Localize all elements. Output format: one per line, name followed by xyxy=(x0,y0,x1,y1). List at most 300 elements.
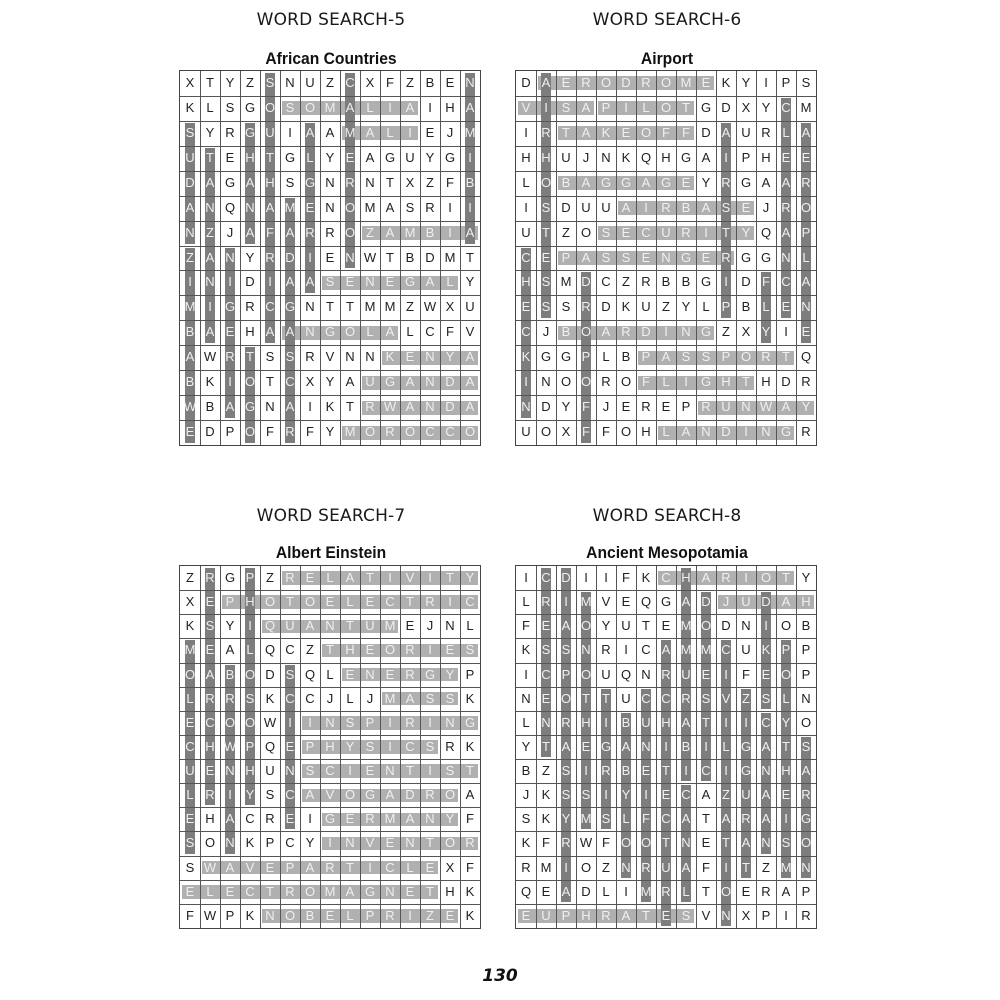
grid-cell: S xyxy=(285,349,295,365)
grid-cell: N xyxy=(541,714,551,730)
grid-cell: E xyxy=(185,714,195,730)
grid-cell: E xyxy=(305,570,315,585)
grid-cell: K xyxy=(541,787,551,803)
grid-cell: H xyxy=(205,811,215,827)
grid-cell: S xyxy=(581,787,591,803)
grid-cell: G xyxy=(224,174,236,190)
grid-cell: C xyxy=(285,690,295,706)
grid-cell: H xyxy=(245,763,255,779)
grid-cell: E xyxy=(345,666,355,682)
grid-cell: I xyxy=(784,907,788,923)
grid-cell: Y xyxy=(681,299,691,315)
grid-cell: B xyxy=(681,274,691,290)
grid-cell: A xyxy=(405,374,415,390)
grid-cell: A xyxy=(405,399,415,415)
grid-cell: B xyxy=(465,174,475,190)
grid-cell: A xyxy=(345,99,355,115)
grid-cell: A xyxy=(365,149,375,165)
grid-cell: C xyxy=(425,324,435,340)
grid-cell: O xyxy=(244,374,256,390)
grid-cell: N xyxy=(801,299,811,315)
grid-cell: A xyxy=(225,399,235,415)
grid-cell: M xyxy=(364,199,376,215)
grid-cell: E xyxy=(621,124,631,140)
grid-cell: K xyxy=(385,349,395,365)
grid-cell: U xyxy=(661,224,671,240)
grid-cell: N xyxy=(225,835,235,851)
grid-cell: R xyxy=(325,224,335,240)
grid-cell: O xyxy=(264,99,276,115)
grid-cell: E xyxy=(701,835,711,851)
grid-cell: N xyxy=(345,249,355,265)
grid-cell: I xyxy=(468,199,472,215)
grid-cell: F xyxy=(542,835,550,851)
grid-cell: I xyxy=(564,859,568,875)
grid-cell: S xyxy=(781,835,791,851)
grid-cell: A xyxy=(245,174,255,190)
grid-cell: V xyxy=(701,907,711,923)
grid-cell: N xyxy=(345,835,355,851)
grid-cell: N xyxy=(661,249,671,265)
grid-cell: C xyxy=(521,249,531,265)
grid-cell: R xyxy=(761,124,771,140)
grid-cell: U xyxy=(265,124,275,140)
grid-cell: L xyxy=(702,299,710,315)
grid-cell: K xyxy=(185,618,195,634)
grid-cell: O xyxy=(184,666,196,682)
grid-cell: I xyxy=(428,99,432,115)
grid-cell: R xyxy=(325,859,335,875)
grid-cell: C xyxy=(721,642,731,658)
grid-cell: J xyxy=(522,787,530,803)
grid-cell: Q xyxy=(304,666,316,682)
grid-cell: Z xyxy=(722,324,730,340)
grid-cell: O xyxy=(780,618,792,634)
grid-cell: S xyxy=(185,859,195,875)
grid-cell: X xyxy=(741,99,751,115)
grid-cell: R xyxy=(641,274,651,290)
grid-cell: L xyxy=(762,299,770,315)
grid-cell: E xyxy=(781,299,791,315)
grid-cell: W xyxy=(203,907,217,923)
grid-cell: G xyxy=(284,299,296,315)
puzzle-title: Airport xyxy=(640,49,694,68)
grid-cell: N xyxy=(205,199,215,215)
grid-cell: B xyxy=(425,75,435,90)
grid-cell: G xyxy=(780,424,792,440)
grid-cell: O xyxy=(404,424,416,440)
grid-cell: A xyxy=(465,399,475,415)
grid-cell: R xyxy=(225,690,235,706)
grid-cell: A xyxy=(405,99,415,115)
grid-cell: Y xyxy=(761,324,771,340)
grid-cell: A xyxy=(265,324,275,340)
grid-cell: T xyxy=(266,883,274,899)
grid-cell: O xyxy=(540,174,552,190)
grid-cell: R xyxy=(721,570,731,585)
grid-cell: R xyxy=(285,424,295,440)
grid-cell: W xyxy=(183,399,197,415)
grid-cell: A xyxy=(285,224,295,240)
grid-cell: E xyxy=(541,883,551,899)
letter-grid xyxy=(515,70,817,446)
grid-cell: G xyxy=(700,99,712,115)
grid-cell: M xyxy=(680,75,692,90)
letter-grid xyxy=(179,565,481,929)
grid-cell: G xyxy=(244,124,256,140)
grid-cell: T xyxy=(266,149,274,165)
grid-cell: N xyxy=(425,399,435,415)
grid-cell: N xyxy=(365,274,375,290)
grid-cell: Q xyxy=(264,738,276,754)
grid-cell: N xyxy=(185,224,195,240)
grid-cell: G xyxy=(740,249,752,265)
grid-cell: L xyxy=(206,99,214,115)
grid-cell: S xyxy=(225,99,235,115)
grid-cell: A xyxy=(761,174,771,190)
grid-cell: O xyxy=(284,907,296,923)
grid-cell: X xyxy=(405,174,415,190)
grid-cell: O xyxy=(540,424,552,440)
grid-cell: E xyxy=(541,618,551,634)
grid-cell: X xyxy=(365,75,375,90)
grid-cell: Y xyxy=(741,224,751,240)
grid-cell: E xyxy=(385,666,395,682)
grid-cell: X xyxy=(305,374,315,390)
grid-cell: C xyxy=(285,642,295,658)
grid-cell: G xyxy=(284,149,296,165)
grid-cell: T xyxy=(562,124,570,140)
grid-cell: A xyxy=(781,224,791,240)
grid-cell: M xyxy=(184,642,196,658)
grid-cell: A xyxy=(465,349,475,365)
grid-cell: I xyxy=(524,666,528,682)
grid-cell: Z xyxy=(562,224,570,240)
grid-cell: O xyxy=(720,883,732,899)
grid-cell: A xyxy=(425,274,435,290)
grid-cell: S xyxy=(561,787,571,803)
grid-cell: C xyxy=(761,714,771,730)
grid-cell: I xyxy=(744,570,748,585)
grid-cell: K xyxy=(465,883,475,899)
grid-cell: E xyxy=(701,249,711,265)
grid-cell: R xyxy=(561,835,571,851)
grid-cell: F xyxy=(662,124,670,140)
grid-cell: O xyxy=(244,666,256,682)
grid-cell: Y xyxy=(225,618,235,634)
grid-cell: K xyxy=(521,835,531,851)
grid-cell: Z xyxy=(622,274,630,290)
grid-cell: N xyxy=(425,811,435,827)
grid-cell: F xyxy=(306,424,314,440)
grid-cell: L xyxy=(782,124,790,140)
grid-cell: R xyxy=(445,738,455,754)
grid-cell: N xyxy=(521,690,531,706)
grid-cell: W xyxy=(203,349,217,365)
grid-cell: F xyxy=(186,907,194,923)
grid-cell: C xyxy=(601,274,611,290)
grid-cell: P xyxy=(761,907,771,923)
grid-cell: A xyxy=(325,124,335,140)
grid-cell: I xyxy=(744,714,748,730)
grid-cell: R xyxy=(661,199,671,215)
grid-cell: P xyxy=(245,570,255,585)
grid-cell: R xyxy=(581,75,591,90)
grid-cell: G xyxy=(800,811,812,827)
grid-cell: Q xyxy=(224,199,236,215)
grid-cell: E xyxy=(425,859,435,875)
cell-layer xyxy=(516,71,816,445)
grid-cell: P xyxy=(721,349,731,365)
grid-cell: S xyxy=(601,224,611,240)
grid-cell: Y xyxy=(561,811,571,827)
grid-cell: R xyxy=(305,349,315,365)
grid-cell: A xyxy=(801,274,811,290)
grid-cell: I xyxy=(584,570,588,585)
grid-cell: E xyxy=(325,907,335,923)
grid-cell: N xyxy=(285,763,295,779)
grid-cell: L xyxy=(346,907,354,923)
grid-cell: T xyxy=(266,374,274,390)
grid-cell: R xyxy=(285,570,295,585)
grid-cell: S xyxy=(801,75,811,90)
grid-cell: A xyxy=(385,324,395,340)
grid-cell: U xyxy=(365,618,375,634)
grid-cell: L xyxy=(326,570,334,585)
grid-cell: A xyxy=(205,174,215,190)
grid-cell: M xyxy=(800,99,812,115)
grid-cell: X xyxy=(561,424,571,440)
grid-cell: I xyxy=(664,324,668,340)
grid-cell: E xyxy=(325,249,335,265)
grid-cell: R xyxy=(721,249,731,265)
grid-cell: O xyxy=(760,570,772,585)
grid-cell: A xyxy=(205,249,215,265)
grid-cell: X xyxy=(185,75,195,90)
grid-cell: D xyxy=(721,99,731,115)
grid-cell: E xyxy=(581,738,591,754)
grid-cell: O xyxy=(580,859,592,875)
grid-cell: H xyxy=(521,274,531,290)
grid-cell: J xyxy=(426,618,434,634)
grid-cell: P xyxy=(681,399,691,415)
grid-cell: L xyxy=(446,274,454,290)
grid-cell: B xyxy=(205,399,215,415)
grid-cell: A xyxy=(285,324,295,340)
grid-cell: E xyxy=(185,424,195,440)
grid-cell: E xyxy=(285,738,295,754)
grid-cell: N xyxy=(325,714,335,730)
grid-cell: E xyxy=(621,224,631,240)
grid-cell: R xyxy=(681,224,691,240)
grid-cell: Q xyxy=(800,349,812,365)
grid-cell: L xyxy=(306,149,314,165)
grid-cell: B xyxy=(305,907,315,923)
grid-cell: D xyxy=(561,199,571,215)
grid-cell: S xyxy=(445,690,455,706)
grid-cell: A xyxy=(305,859,315,875)
grid-cell: M xyxy=(384,690,396,706)
grid-cell: Y xyxy=(801,399,811,415)
grid-cell: N xyxy=(325,174,335,190)
grid-cell: A xyxy=(465,99,475,115)
grid-cell: G xyxy=(324,811,336,827)
grid-cell: V xyxy=(365,835,375,851)
grid-cell: O xyxy=(620,424,632,440)
grid-cell: H xyxy=(245,594,255,610)
grid-cell: G xyxy=(600,738,612,754)
grid-cell: R xyxy=(781,199,791,215)
grid-cell: G xyxy=(444,149,456,165)
grid-cell: A xyxy=(621,738,631,754)
grid-cell: O xyxy=(344,787,356,803)
grid-cell: U xyxy=(681,666,691,682)
grid-cell: I xyxy=(724,714,728,730)
grid-cell: R xyxy=(225,349,235,365)
grid-cell: E xyxy=(225,883,235,899)
grid-cell: N xyxy=(741,399,751,415)
grid-cell: I xyxy=(328,835,332,851)
grid-cell: O xyxy=(580,374,592,390)
grid-cell: T xyxy=(346,299,354,315)
grid-cell: Y xyxy=(445,349,455,365)
grid-cell: I xyxy=(388,738,392,754)
grid-cell: W xyxy=(423,299,437,315)
grid-cell: H xyxy=(661,714,671,730)
grid-cell: E xyxy=(781,787,791,803)
grid-cell: Z xyxy=(426,907,434,923)
grid-cell: U xyxy=(521,224,531,240)
grid-cell: A xyxy=(581,174,591,190)
grid-cell: N xyxy=(701,424,711,440)
grid-cell: S xyxy=(245,690,255,706)
grid-cell: R xyxy=(721,174,731,190)
grid-cell: N xyxy=(385,763,395,779)
grid-cell: H xyxy=(581,907,591,923)
grid-cell: I xyxy=(524,199,528,215)
grid-cell: R xyxy=(405,714,415,730)
cell-layer xyxy=(516,566,816,928)
grid-cell: E xyxy=(405,883,415,899)
grid-cell: S xyxy=(541,199,551,215)
grid-cell: Q xyxy=(264,642,276,658)
grid-cell: N xyxy=(445,714,455,730)
grid-cell: R xyxy=(205,570,215,585)
grid-cell: A xyxy=(561,738,571,754)
grid-cell: I xyxy=(188,274,192,290)
grid-cell: E xyxy=(541,249,551,265)
grid-cell: U xyxy=(265,763,275,779)
grid-cell: C xyxy=(521,324,531,340)
grid-cell: T xyxy=(406,763,414,779)
grid-cell: M xyxy=(324,99,336,115)
grid-cell: E xyxy=(205,763,215,779)
grid-cell: I xyxy=(764,618,768,634)
grid-cell: A xyxy=(761,787,771,803)
grid-cell: F xyxy=(602,424,610,440)
grid-cell: L xyxy=(326,666,334,682)
grid-cell: P xyxy=(741,149,751,165)
grid-cell: H xyxy=(801,594,811,610)
grid-cell: E xyxy=(521,907,531,923)
grid-cell: Y xyxy=(465,274,475,290)
grid-cell: A xyxy=(265,199,275,215)
grid-cell: L xyxy=(366,324,374,340)
grid-cell: A xyxy=(781,883,791,899)
grid-cell: N xyxy=(741,618,751,634)
grid-cell: I xyxy=(524,570,528,585)
grid-cell: H xyxy=(521,149,531,165)
puzzle-title: Ancient Mesopotamia xyxy=(586,543,748,562)
grid-cell: A xyxy=(385,224,395,240)
grid-cell: H xyxy=(761,149,771,165)
grid-cell: B xyxy=(621,349,631,365)
grid-cell: R xyxy=(345,174,355,190)
grid-cell: H xyxy=(761,374,771,390)
grid-cell: H xyxy=(641,424,651,440)
grid-cell: A xyxy=(721,811,731,827)
grid-cell: G xyxy=(224,299,236,315)
grid-cell: G xyxy=(324,324,336,340)
grid-cell: R xyxy=(641,399,651,415)
grid-cell: S xyxy=(721,199,731,215)
grid-cell: E xyxy=(561,75,571,90)
grid-cell: E xyxy=(661,399,671,415)
grid-cell: W xyxy=(223,738,237,754)
grid-cell: Y xyxy=(561,399,571,415)
grid-cell: P xyxy=(801,666,811,682)
grid-cell: F xyxy=(682,124,690,140)
grid-cell: C xyxy=(445,424,455,440)
grid-cell: G xyxy=(384,149,396,165)
grid-cell: E xyxy=(385,274,395,290)
grid-cell: Q xyxy=(640,149,652,165)
grid-cell: J xyxy=(762,199,770,215)
grid-cell: A xyxy=(205,666,215,682)
grid-cell: E xyxy=(365,642,375,658)
grid-cell: E xyxy=(385,835,395,851)
grid-cell: J xyxy=(326,690,334,706)
grid-cell: I xyxy=(268,274,272,290)
grid-cell: D xyxy=(541,399,551,415)
grid-cell: N xyxy=(365,666,375,682)
grid-cell: U xyxy=(741,594,751,610)
grid-cell: C xyxy=(245,883,255,899)
grid-cell: P xyxy=(365,714,375,730)
grid-cell: U xyxy=(305,75,315,90)
grid-cell: E xyxy=(405,349,415,365)
grid-cell: O xyxy=(620,835,632,851)
grid-cell: D xyxy=(741,274,751,290)
grid-cell: P xyxy=(801,642,811,658)
grid-cell: X xyxy=(741,324,751,340)
grid-cell: E xyxy=(761,666,771,682)
grid-cell: H xyxy=(541,149,551,165)
grid-cell: A xyxy=(681,424,691,440)
grid-cell: E xyxy=(445,75,455,90)
grid-cell: T xyxy=(346,399,354,415)
grid-cell: I xyxy=(408,907,412,923)
grid-cell: O xyxy=(560,690,572,706)
grid-cell: H xyxy=(781,763,791,779)
grid-cell: A xyxy=(781,399,791,415)
grid-cell: U xyxy=(465,299,475,315)
grid-cell: I xyxy=(428,714,432,730)
grid-cell: F xyxy=(642,374,650,390)
grid-cell: A xyxy=(541,75,551,90)
grid-cell: G xyxy=(384,374,396,390)
grid-cell: P xyxy=(721,299,731,315)
